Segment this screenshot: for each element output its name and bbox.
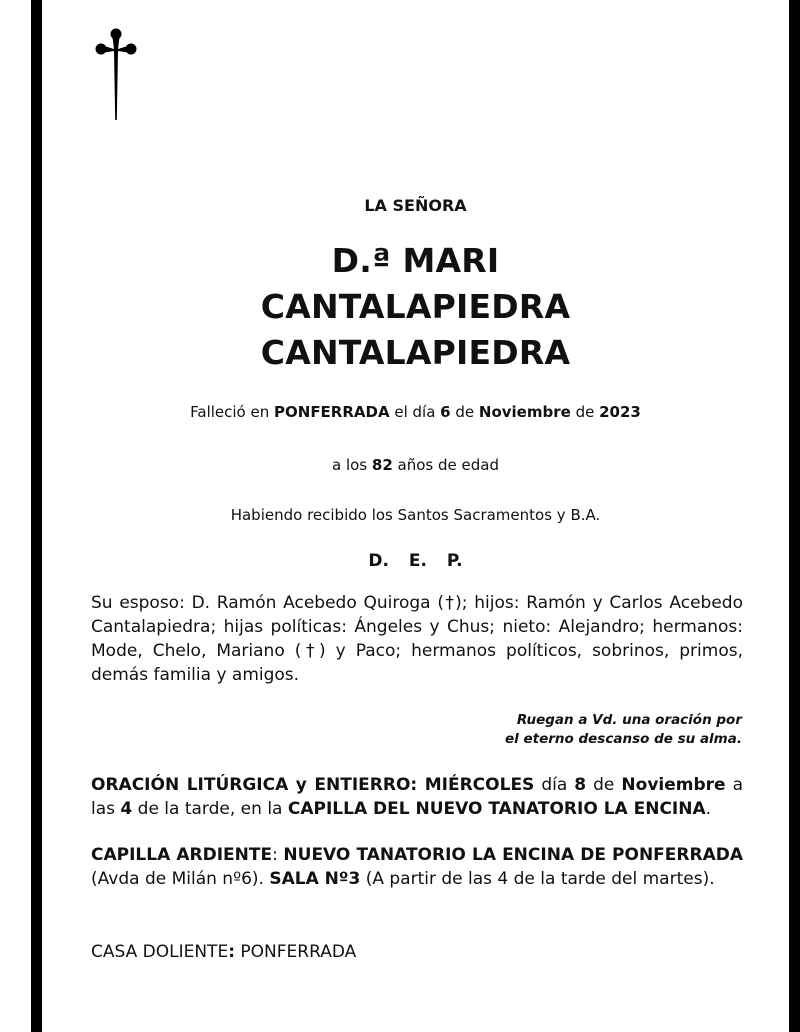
prayer-line: Ruegan a Vd. una oración por xyxy=(516,712,742,728)
death-place: PONFERRADA xyxy=(274,403,390,421)
heading: LA SEÑORA xyxy=(364,196,467,215)
deceased-name xyxy=(42,238,789,376)
family-paragraph: Su esposo: D. Ramón Acebedo Quiroga (†); hijos: Ramón y Carlos Acebedo Cantalapiedra; hijas políticas: Ángeles y Chus; nieto: Alejandro; hermanos: Mode, Chelo, Mariano (†) y Paco; hermanos políticos, sobrinos, primos, demás familia y amigos. xyxy=(91,593,743,685)
ceremony-paragraph: ORACIÓN LITÚRGICA y ENTIERRO: MIÉRCOLES día 8 de Noviembre a las 4 de la tarde, en la CAPILLA DEL NUEVO TANATORIO LA ENCINA. xyxy=(91,775,743,819)
left-border xyxy=(31,0,42,1032)
death-info: Falleció en PONFERRADA el día 6 de Noviembre de 2023 xyxy=(190,403,641,421)
dep-line: D. E. P. xyxy=(368,551,463,571)
sacraments-line: Habiendo recibido los Santos Sacramentos y B.A. xyxy=(230,506,601,524)
death-year: 2023 xyxy=(599,403,641,421)
name-line: CANTALAPIEDRA xyxy=(260,287,571,326)
name-line: CANTALAPIEDRA xyxy=(260,333,571,372)
age-info: a los 82 años de edad xyxy=(332,456,499,474)
name-line: D.ª MARI xyxy=(331,241,500,280)
prayer-request xyxy=(400,711,742,749)
right-border xyxy=(789,0,800,1032)
capilla-paragraph: CAPILLA ARDIENTE: NUEVO TANATORIO LA ENCINA DE PONFERRADA (Avda de Milán nº6). SALA Nº3 (A partir de las 4 de la tarde del martes). xyxy=(91,845,744,889)
death-day: 6 xyxy=(440,403,451,421)
age-value: 82 xyxy=(371,456,393,474)
casa-doliente: CASA DOLIENTE: PONFERRADA xyxy=(91,942,357,962)
cross-icon xyxy=(95,28,137,122)
death-month: Noviembre xyxy=(478,403,571,421)
prayer-line: el eterno descanso de su alma. xyxy=(505,731,742,747)
